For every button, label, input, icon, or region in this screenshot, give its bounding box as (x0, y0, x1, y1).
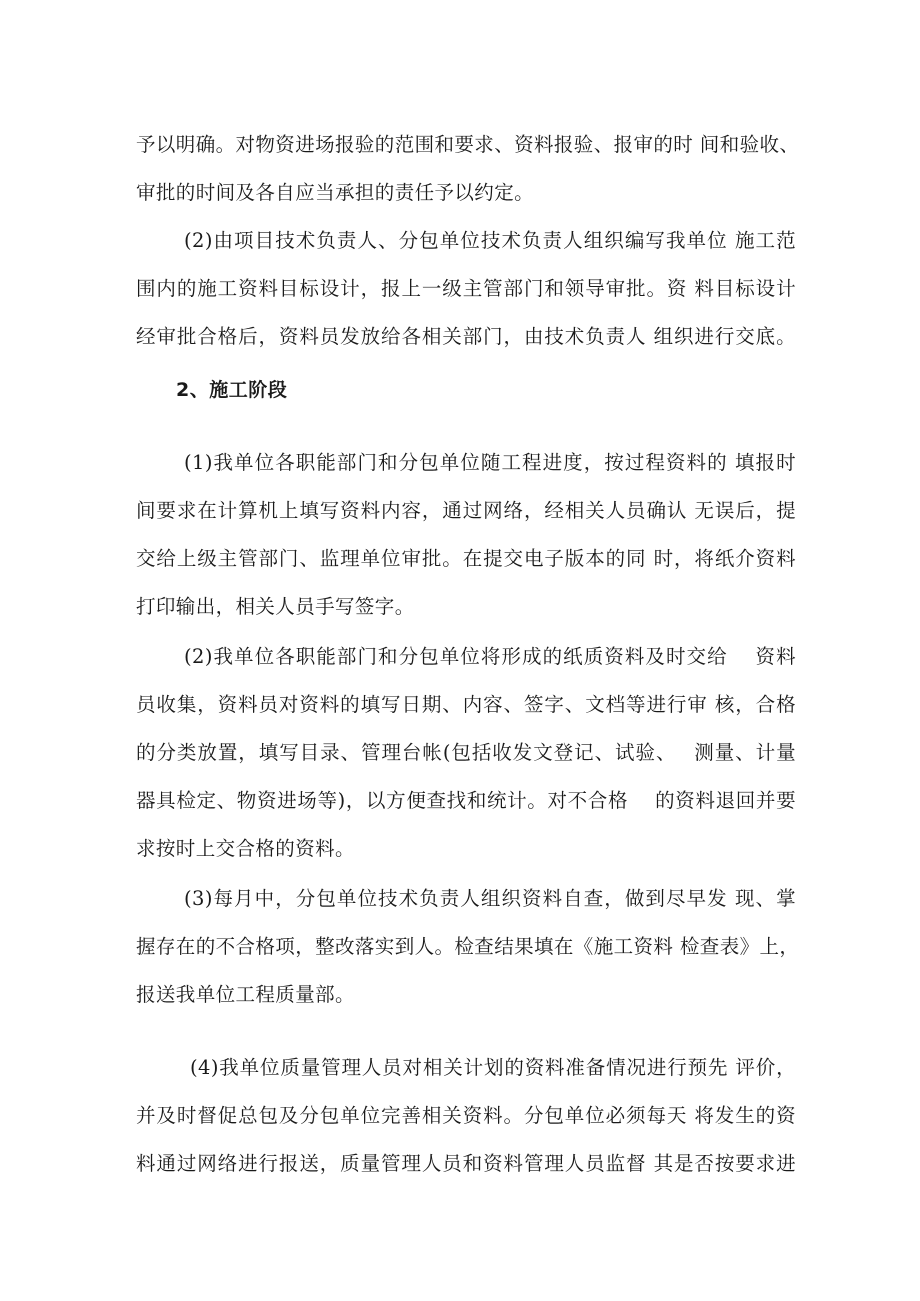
paragraph-line: (1)我单位各职能部门和分包单位随工程进度，按过程资料的 填报时 (184, 451, 796, 474)
paragraph-line: 围内的施工资料目标设计，报上一级主管部门和领导审批。资 料目标设计 (136, 277, 796, 300)
paragraph-line: (4)我单位质量管理人员对相关计划的资料准备情况进行预先 评价， (190, 1056, 796, 1079)
paragraph-line: (2)我单位各职能部门和分包单位将形成的纸质资料及时交给 资料 (184, 645, 796, 668)
paragraph-line: 交给上级主管部门、监理单位审批。在提交电子版本的同 时，将纸介资料 (136, 547, 796, 570)
paragraph-line: 报送我单位工程质量部。 (136, 983, 355, 1006)
paragraph-line: 间要求在计算机上填写资料内容，通过网络，经相关人员确认 无误后，提 (136, 499, 796, 522)
paragraph-line: (3)每月中，分包单位技术负责人组织资料自查，做到尽早发 现、掌 (184, 887, 796, 910)
paragraph-line: 经审批合格后，资料员发放给各相关部门，由技术负责人 组织进行交底。 (136, 325, 796, 348)
section-heading: 2、施工阶段 (176, 379, 288, 401)
paragraph-line: 予以明确。对物资进场报验的范围和要求、资料报验、报审的时 间和验收、 (136, 133, 800, 156)
paragraph-line: 求按时上交合格的资料。 (136, 837, 355, 860)
paragraph-line: 握存在的不合格项，整改落实到人。检查结果填在《施工资料 检查表》上， (136, 935, 800, 958)
paragraph-line: 的分类放置，填写目录、管理台帐(包括收发文登记、试验、 测量、计量 (136, 741, 796, 764)
paragraph-line: 员收集，资料员对资料的填写日期、内容、签字、文档等进行审 核，合格 (136, 693, 796, 716)
paragraph-line: 并及时督促总包及分包单位完善相关资料。分包单位必须每天 将发生的资 (136, 1104, 796, 1127)
paragraph-line: 器具检定、物资进场等)，以方便查找和统计。对不合格 的资料退回并要 (136, 789, 796, 812)
paragraph-line: (2)由项目技术负责人、分包单位技术负责人组织编写我单位 施工范 (184, 229, 796, 252)
paragraph-line: 料通过网络进行报送，质量管理人员和资料管理人员监督 其是否按要求进 (136, 1152, 796, 1175)
paragraph-line: 审批的时间及各自应当承担的责任予以约定。 (136, 181, 535, 204)
paragraph-line: 打印输出，相关人员手写签字。 (136, 595, 415, 618)
